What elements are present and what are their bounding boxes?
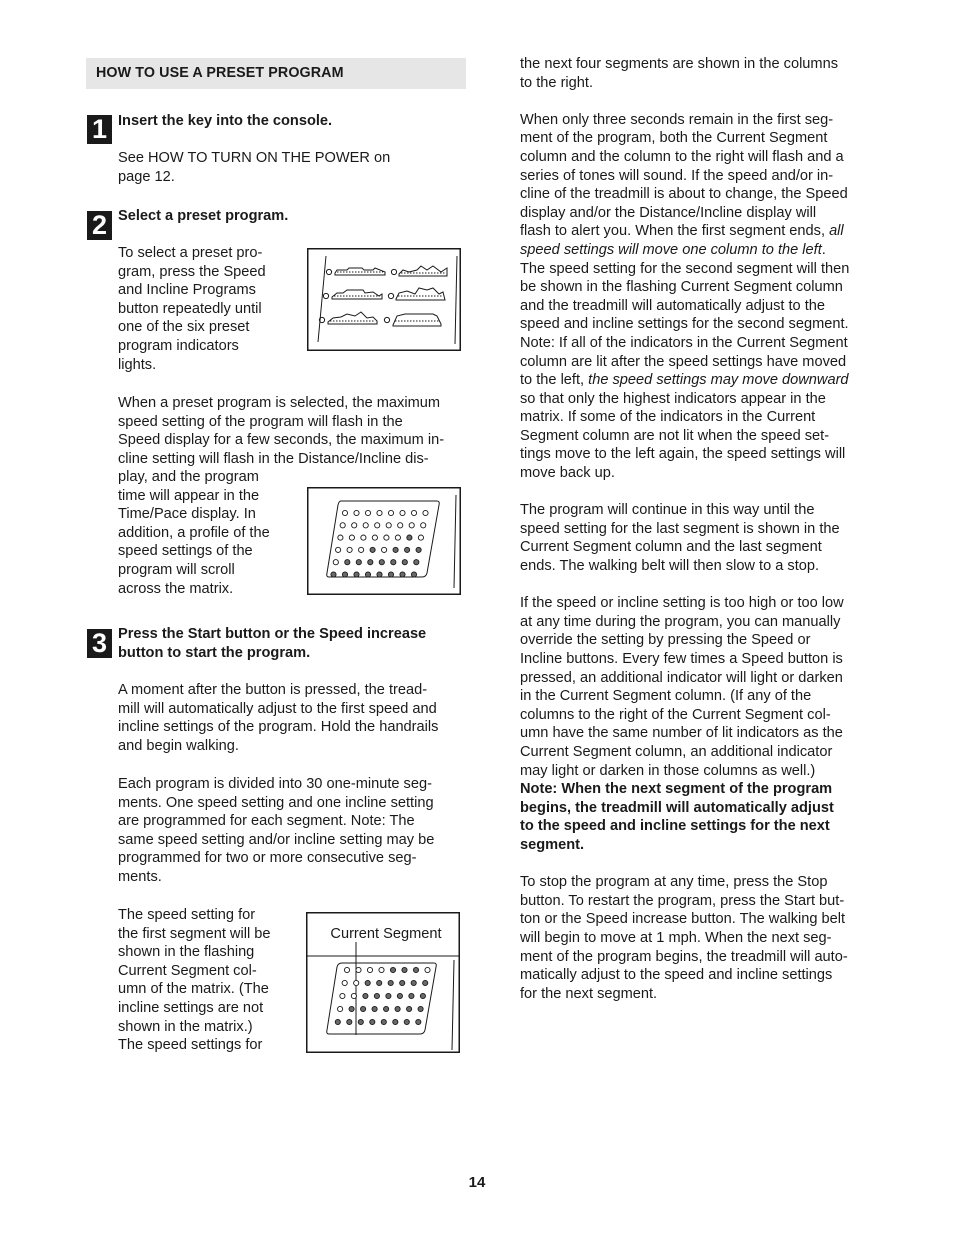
matrix-indicator-dot [393,547,398,552]
matrix-indicator-dot [377,510,382,515]
step-2-number: 2 [87,211,112,240]
matrix-indicator-dot [361,1006,366,1011]
matrix-indicator-dot [351,993,356,998]
matrix-indicator-dot [375,523,380,528]
matrix-indicator-dot [423,510,428,515]
matrix-indicator-dot [404,1019,409,1024]
matrix-indicator-dot [354,980,359,985]
matrix-indicator-dot [377,980,382,985]
matrix-indicator-dot [342,572,347,577]
matrix-indicator-dot [372,535,377,540]
matrix-indicator-dot [342,510,347,515]
matrix-indicator-dot [418,535,423,540]
matrix-indicator-dot [359,547,364,552]
matrix-indicator-dot [338,1006,343,1011]
matrix-indicator-dot [388,510,393,515]
matrix-indicator-dot [365,572,370,577]
matrix-indicator-dot [395,1006,400,1011]
matrix-indicator-dot [361,535,366,540]
matrix-indicator-dot [338,535,343,540]
matrix-indicator-dot [407,535,412,540]
right-p2: When only three seconds remain in the first seg- ment of the program, both the Current Segment column and the column to the right will flash and a series of tones will sound. If the speed and/or in- cline of the treadmill is about to change, the Speed display and/or the Distance/Incline display will flash to alert you. When the first segment ends, all speed settings will move one column to the left. The speed setting for the second segment will then be shown in the flashing Current Segment column and the treadmill will automatically adjust to the speed and incline settings for the second segment. Note: If all of the indicators in the Current Segment column are lit after the speed settings have moved to the left, the speed settings may move downward so that only the highest indicators appear in the matrix. If some of the indicators in the Current Segment column are not lit when the speed set- tings move to the left again, the speed settings will move back up. [520,111,850,482]
matrix-indicator-dot [388,572,393,577]
step-3-title: Press the Start button or the Speed increase button to start the program. [118,626,427,661]
matrix-indicator-dot [370,547,375,552]
current-segment-label: Current Segment [330,926,442,942]
matrix-indicator-dot [416,547,421,552]
matrix-indicator-dot [423,980,428,985]
matrix-indicator-dot [391,560,396,565]
right-p1: the next four segments are shown in the columns to the right. [520,56,838,91]
right-p3: The program will continue in this way until the speed setting for the last segment is shown in the Current Segment column and the last segment ends. The walking belt will then slow to a stop. [520,502,840,575]
matrix-indicator-dot [335,1019,340,1024]
matrix-indicator-dot [333,560,338,565]
matrix-indicator-dot [414,560,419,565]
matrix-indicator-dot [374,993,379,998]
matrix-indicator-dot [344,967,349,972]
matrix-indicator-dot [400,510,405,515]
matrix-indicator-dot [336,547,341,552]
step-1-number: 1 [87,115,112,144]
step-3-number: 3 [87,629,112,658]
step-2-para2-narrow: play, and the program time will appear in the Time/Pace display. In addition, a profile of the speed settings of the program will scroll across the matrix. [118,469,270,597]
matrix-indicator-dot [377,572,382,577]
matrix-indicator-dot [405,547,410,552]
matrix-indicator-dot [413,967,418,972]
step-2-title: Select a preset program. [118,208,289,224]
section-header [86,58,466,89]
matrix-indicator-dot [381,1019,386,1024]
matrix-indicator-dot [390,967,395,972]
right-p4: If the speed or incline setting is too high or too low at any time during the program, you can manually override the setting by pressing the Speed or Incline buttons. Every few times a Speed button is pressed, an additional indicator will light or darken in the Current Segment column. (If any of the columns to the right of the Current Segment col- umn have the same number of lit indicators as the Current Segment column, an additional indicator may light or darken in those columns as well.) Note: When the next segment of the program begins, the treadmill will automatically adjust to the speed and incline settings for the next segment. [520,595,844,853]
matrix-indicator-dot [365,980,370,985]
matrix-indicator-dot [370,1019,375,1024]
matrix-indicator-dot [349,535,354,540]
matrix-indicator-dot [384,1006,389,1011]
matrix-indicator-dot [388,980,393,985]
matrix-indicator-dot [384,535,389,540]
matrix-indicator-dot [356,967,361,972]
step-1-title: Insert the key into the console. [118,113,333,129]
matrix-indicator-dot [340,523,345,528]
matrix-indicator-dot [358,1019,363,1024]
matrix-indicator-dot [368,560,373,565]
matrix-indicator-dot [379,560,384,565]
matrix-indicator-dot [402,967,407,972]
matrix-indicator-dot [411,980,416,985]
section-title: HOW TO USE A PRESET PROGRAM [96,65,344,81]
matrix-indicator-dot [425,967,430,972]
matrix-indicator-dot [409,523,414,528]
matrix-indicator-dot [347,547,352,552]
program-indicators-figure [307,248,461,351]
matrix-indicator-dot [398,523,403,528]
matrix-indicator-dot [356,560,361,565]
matrix-indicator-dot [420,993,425,998]
matrix-indicator-dot [416,1019,421,1024]
matrix-indicator-dot [379,967,384,972]
matrix-indicator-dot [386,523,391,528]
matrix-indicator-dot [342,980,347,985]
matrix-indicator-dot [340,993,345,998]
matrix-indicator-dot [418,1006,423,1011]
matrix-indicator-dot [421,523,426,528]
matrix-indicator-dot [386,993,391,998]
matrix-indicator-dot [345,560,350,565]
matrix-indicator-dot [400,572,405,577]
matrix-indicator-dot [411,510,416,515]
matrix-indicator-dot [331,572,336,577]
step-1-text: See HOW TO TURN ON THE POWER on page 12. [118,150,391,185]
matrix-indicator-dot [365,510,370,515]
matrix-indicator-dot [349,1006,354,1011]
matrix-indicator-dot [354,510,359,515]
matrix-indicator-dot [411,572,416,577]
step-3-para2: Each program is divided into 30 one-minute seg- ments. One speed setting and one incline setting are programmed for each segment. Note: The same speed setting and/or incline setting may be programmed for two or more consecutive seg- ments. [118,776,435,885]
step-2-para1: To select a preset pro- gram, press the Speed and Incline Programs button repeatedly until one of the six preset program indicators lights. [118,245,266,373]
current-segment-figure [306,912,460,1053]
matrix-indicator-dot [363,523,368,528]
matrix-indicator-dot [347,1019,352,1024]
matrix-profile-figure [307,487,461,595]
matrix-indicator-dot [395,535,400,540]
step-3-para3: The speed setting for the first segment will be shown in the flashing Current Segment col- umn of the matrix. (The incline settings are not shown in the matrix.) The speed settings for [118,907,271,1054]
matrix-indicator-dot [352,523,357,528]
matrix-indicator-dot [367,967,372,972]
step-3-para1: A moment after the button is pressed, the tread- mill will automatically adjust to the first speed and incline settings of the program. Hold the handrails and begin walking. [118,682,439,754]
matrix-indicator-dot [382,547,387,552]
matrix-indicator-dot [397,993,402,998]
step-2-para2-wide: When a preset program is selected, the maximum speed setting of the program will flash in the Speed display for a few seconds, the maximum in- cline setting will flash in the Distance/Incline dis- [118,395,445,467]
right-p5: To stop the program at any time, press the Stop button. To restart the program, press the Start but- ton or the Speed increase button. The walking belt will begin to move at 1 mph. When the next seg- ment of the program begins, the treadmill will auto- matically adjust to the speed and incline settings for the next segment. [520,874,848,1002]
matrix-indicator-dot [354,572,359,577]
page-number: 14 [468,1174,486,1191]
matrix-indicator-dot [393,1019,398,1024]
matrix-indicator-dot [400,980,405,985]
matrix-indicator-dot [402,560,407,565]
matrix-indicator-dot [409,993,414,998]
matrix-indicator-dot [372,1006,377,1011]
matrix-indicator-dot [363,993,368,998]
matrix-indicator-dot [407,1006,412,1011]
right-column-text [520,55,880,1003]
